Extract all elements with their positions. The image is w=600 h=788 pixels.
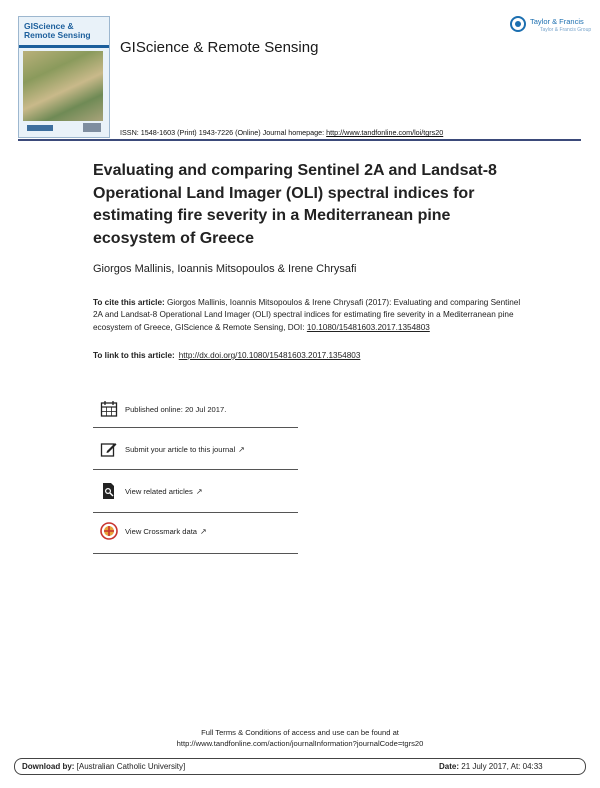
download-date: [439, 762, 543, 771]
terms-line: Full Terms & Conditions of access and use can be found at: [201, 728, 399, 737]
article-title: Evaluating and comparing Sentinel 2A and Landsat-8 Operational Land Imager (OLI) spectral indices for estimating fire severity in a Mediterranean pine ecosystem of Greece: [93, 162, 497, 247]
issn-line: [120, 128, 443, 137]
info-divider: [93, 427, 298, 428]
downloaded-by-label: Download by:: [22, 762, 75, 771]
publisher-logo-subtext: Taylor & Francis Group: [540, 27, 592, 33]
related-articles-link[interactable]: View related articles: [125, 486, 193, 496]
submit-article-link[interactable]: Submit your article to this journal: [125, 444, 236, 454]
submit-article-row[interactable]: [100, 438, 245, 460]
cover-publisher-logo: [27, 125, 53, 131]
publisher-logo-text: Taylor & Francis: [530, 17, 584, 26]
published-online-text: Published online: 20 Jul 2017.: [125, 404, 227, 414]
crossmark-link[interactable]: View Crossmark data: [125, 526, 198, 536]
edit-icon: [100, 440, 118, 458]
journal-name: GIScience & Remote Sensing: [120, 39, 319, 56]
journal-cover-image: [18, 16, 110, 138]
crossmark-row[interactable]: [100, 520, 207, 542]
external-link-icon: ↗: [200, 526, 207, 536]
article-doi-link[interactable]: http://dx.doi.org/10.1080/15481603.2017.1354803: [178, 351, 361, 360]
citation-block: [93, 297, 523, 334]
issn-text: ISSN: 1548-1603 (Print) 1943-7226 (Online) Journal homepage:: [120, 128, 327, 137]
cover-satellite-image: [23, 51, 103, 121]
external-link-icon: ↗: [238, 444, 245, 454]
published-online-row: [100, 398, 226, 420]
crossmark-icon: [100, 522, 118, 540]
publisher-logo-icon: [510, 16, 526, 32]
search-document-icon: [100, 482, 118, 500]
info-divider: [93, 553, 298, 554]
publisher-logo[interactable]: [510, 14, 592, 40]
journal-homepage-link[interactable]: http://www.tandfonline.com/loi/tgrs20: [326, 128, 444, 137]
downloaded-by: [22, 762, 185, 771]
citation-doi-link[interactable]: 10.1080/15481603.2017.1354803: [306, 322, 430, 332]
download-date-label: Date:: [439, 762, 460, 771]
terms-url[interactable]: http://www.tandfonline.com/action/journalInformation?journalCode=tgrs20: [176, 739, 424, 748]
calendar-icon: [100, 400, 118, 418]
cover-stripe: [19, 45, 109, 48]
terms-notice: [0, 727, 600, 749]
article-authors: Giorgos Mallinis, Ioannis Mitsopoulos & Irene Chrysafi: [93, 263, 357, 275]
citation-text: Giorgos Mallinis, Ioannis Mitsopoulos & Irene Chrysafi (2017): Evaluating and comparing Sentinel 2A and Landsat-8 Operational Land Imager (OLI) spectral indices for estimating fire severity in a Mediterranean pine ecosystem of Greece, GIScience & Remote Sensing, DOI:: [93, 298, 521, 332]
downloaded-by-value: [Australian Catholic University]: [74, 762, 186, 771]
cover-title: GIScience & Remote Sensing: [24, 21, 91, 40]
link-label: To link to this article:: [93, 351, 175, 360]
cover-badge: [83, 123, 101, 132]
article-link-line: [93, 351, 360, 360]
external-link-icon: ↗: [195, 486, 203, 496]
citation-label: To cite this article:: [93, 298, 165, 307]
info-divider: [93, 512, 298, 513]
download-date-value: 21 July 2017, At: 04:33: [459, 762, 543, 771]
info-divider: [93, 469, 298, 470]
header-divider: [18, 139, 581, 141]
related-articles-row[interactable]: [100, 480, 203, 502]
